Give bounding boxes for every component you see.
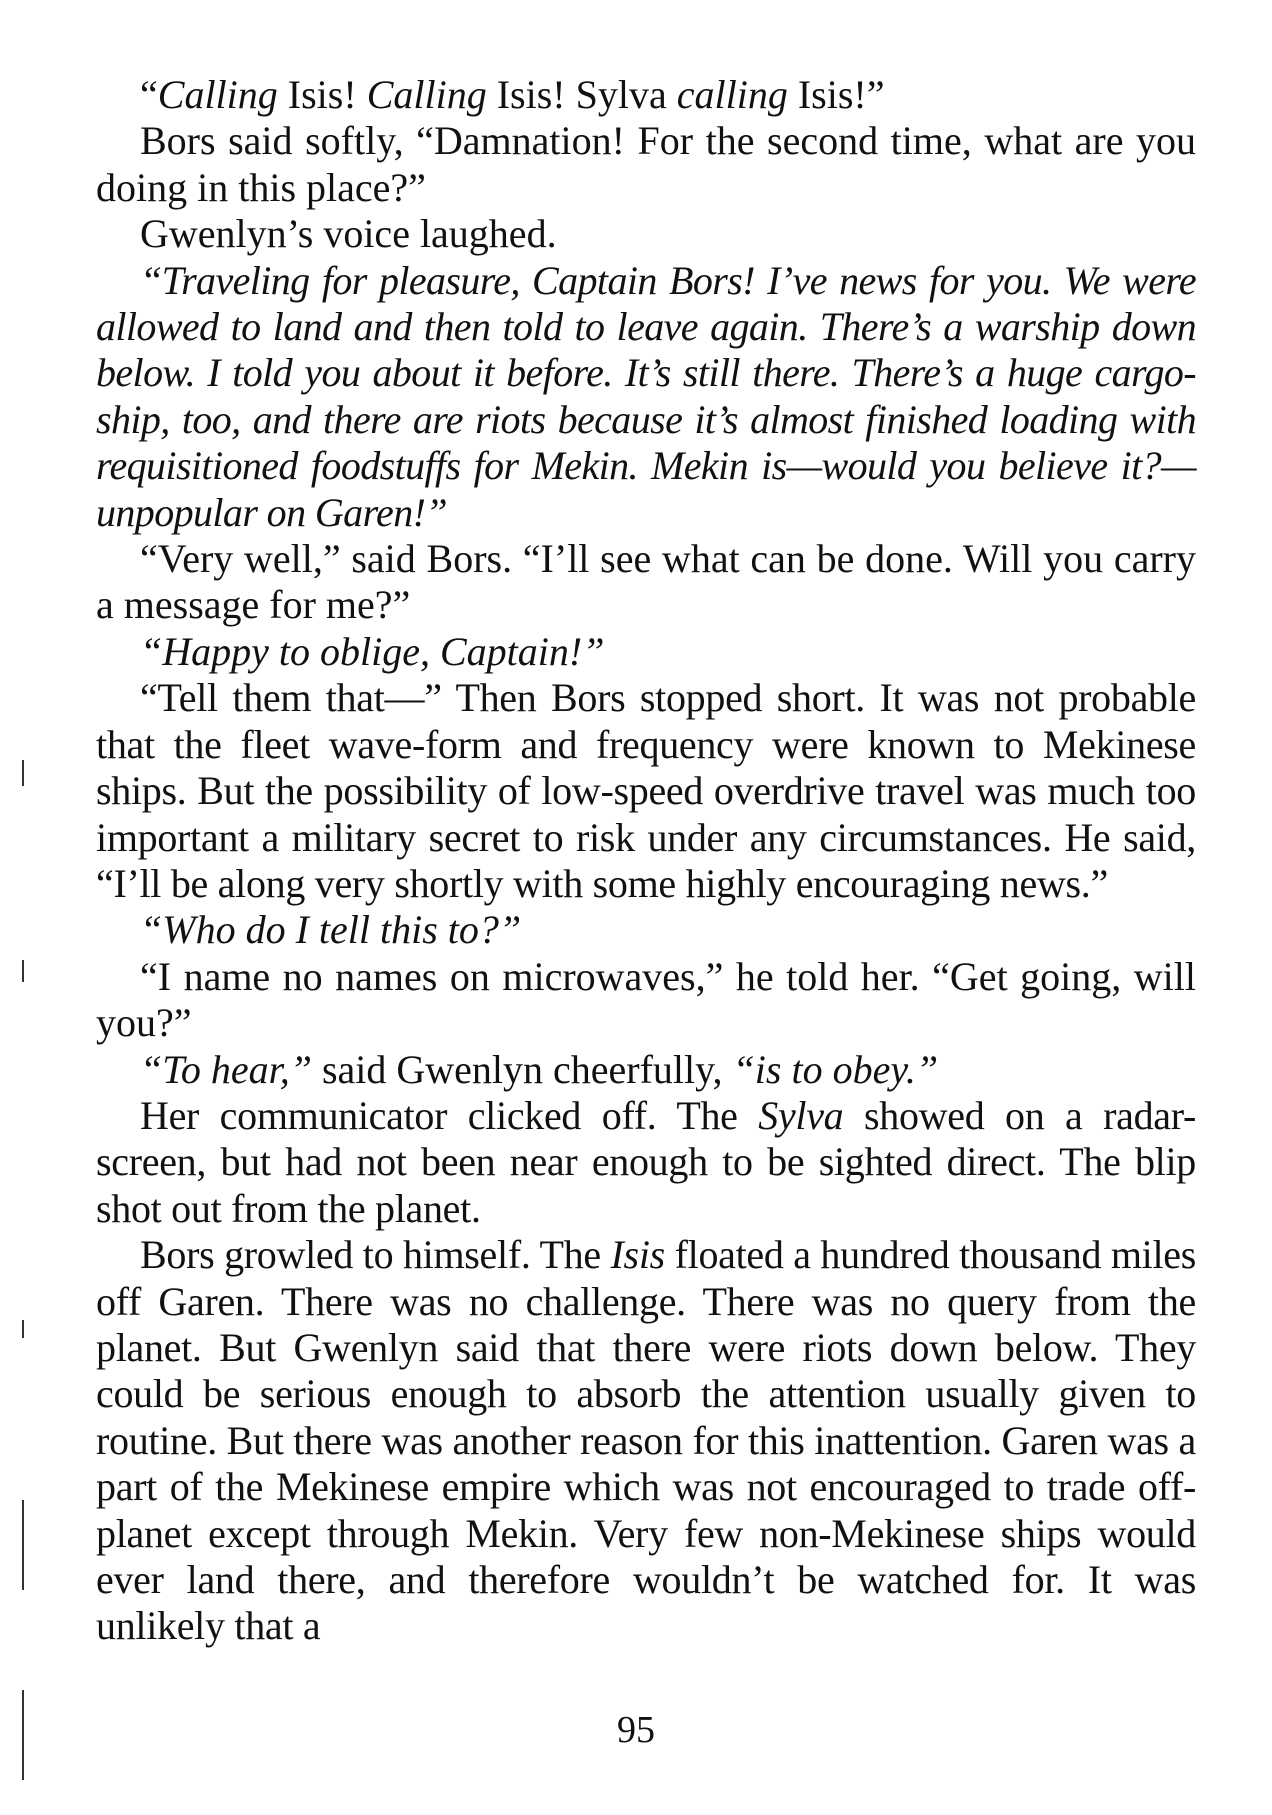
text-span: “ (140, 72, 158, 117)
text-span: “I name no names on microwaves,” he told her. “Get going, will you?” (96, 953, 1196, 1046)
text-span: Bors growled to himself. The (140, 1232, 611, 1278)
paragraph-2 (96, 118, 1196, 211)
paragraph-8 (96, 907, 1196, 953)
italic-span: “To hear,” (140, 1046, 312, 1092)
text-span: floated a hundred thousand miles off Garen. There was no challenge. There was no query from the planet. But Gwenlyn said that there were riots down below. They could be serious enough to absorb the attention usually given to routine. But there was another reason for this inattention. Garen was a part of the Mekinese empire which was not encouraged to trade off-planet except through Mekin. Very few non-Mekinese ships would ever land there, and therefore wouldn’t be watched for. It was unlikely that a (96, 1232, 1197, 1649)
italic-span: “Traveling for pleasure, Captain Bors! I’ve news for you. We were allowed to land and then told to leave again. There’s a warship down below. I told you about it before. It’s still there. There’s a huge cargo-ship, too, and there are riots because it’s almost finished loading with requisitioned foodstuffs for Mekin. Mekin is—would you believe it?—unpopular on Garen!” (96, 257, 1196, 535)
paragraph-4 (96, 258, 1196, 536)
italic-span: “Who do I tell this to?” (140, 907, 522, 953)
text-span: “Very well,” said Bors. “I’ll see what can be done. Will you carry a message for me?” (96, 536, 1196, 628)
italic-span: Calling (157, 72, 278, 117)
scan-mark (22, 960, 24, 982)
paragraph-6 (96, 629, 1196, 675)
italic-span: “is to obey.” (732, 1046, 939, 1092)
text-span: Isis! Sylva (486, 72, 677, 117)
paragraph-12 (96, 1232, 1196, 1650)
paragraph-3 (96, 211, 1196, 257)
paragraph-10 (96, 1047, 1196, 1093)
text-span: Isis!” (787, 72, 885, 117)
text-span: said Gwenlyn cheerfully, (311, 1046, 733, 1092)
text-span: showed on a radar-screen, but had not been near enough to be sighted direct. The blip shot out from the planet. (96, 1092, 1196, 1231)
scan-mark (22, 1500, 24, 1590)
text-span: Her communicator clicked off. The (140, 1092, 759, 1138)
italic-span: “Happy to oblige, Captain!” (140, 628, 605, 674)
text-span: “Tell them that—” Then Bors stopped short. It was not probable that the fleet wave-form and frequency were known to Mekinese ships. But the possibility of low-speed overdrive travel was much too important a military secret to risk under any circumstances. He said, “I’ll be along very shortly with some highly encouraging news.” (96, 675, 1196, 906)
page-number: 95 (617, 1709, 655, 1751)
italic-span: Isis (610, 1232, 665, 1278)
text-span: Bors said softly, “Damnation! For the second time, what are you doing in this place?” (96, 118, 1196, 210)
text-span: Isis! (277, 72, 367, 117)
scan-margin-marks (22, 540, 28, 1780)
paragraph-5 (96, 536, 1196, 629)
italic-span: Sylva (758, 1092, 844, 1138)
text-span: Gwenlyn’s voice laughed. (140, 211, 557, 257)
paragraph-11 (96, 1093, 1196, 1232)
scan-mark (22, 1320, 24, 1338)
italic-span: calling (676, 72, 788, 117)
paragraph-9 (96, 954, 1196, 1047)
page-text (96, 72, 1196, 1650)
paragraph-1 (96, 72, 1196, 118)
paragraph-7 (96, 675, 1196, 907)
scan-mark (22, 760, 24, 786)
italic-span: Calling (366, 72, 487, 117)
